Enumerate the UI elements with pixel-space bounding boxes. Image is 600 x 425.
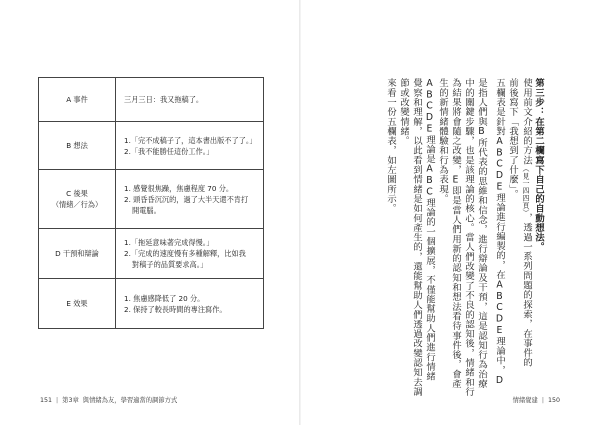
paragraph-line: 來看一份五欄表，如左圖所示。 (385, 78, 396, 214)
row-label: B 想法 (39, 122, 116, 170)
row-content: 三月三日：我又拖稿了。 (116, 78, 264, 122)
paragraph-line: 中的關鍵步驟，也是該理論的核心。當人們改變了不良的認知後，情緒和行 (463, 78, 474, 397)
right-page-footer: 情緒覺建 | 150 (512, 397, 560, 404)
table-row (39, 170, 264, 229)
book-title: 情緒覺建 (512, 397, 538, 404)
paragraph-line: 覺察和理解，以此看到情緒是如何產生的，還能幫助人們透過改變認知去調 (411, 78, 422, 397)
paragraph-line: 生的新情緒體驗和行為表現。 (437, 78, 448, 204)
row-label: C 後果 （情緒／行為） (39, 170, 116, 229)
paragraph-line: 節或改變情緒。 (398, 78, 409, 146)
row-content: 1.「完不成稿子了，這本書出版不了了。」 2.「我不能勝任這份工作。」 (116, 122, 264, 170)
table-row (39, 122, 264, 170)
paragraph-line: 五欄表是針對ABCDE理論進行編製的，在ABCDE理論中，D (494, 78, 505, 387)
chapter-title: 與情緒為友，學習適當的調節方式 (82, 397, 178, 404)
paragraph-line: 使用前文介紹的方法（見一四四頁），透過一系列問題的探索，在事件的 (521, 78, 532, 368)
paragraph-line: 前後寫下「我想到了什麼」。 (507, 78, 518, 199)
row-content: 1.「拖延意味著完成得慢。」 2.「完成的速度慢有多種解釋，比如我 對稿子的品質要求高。」 (116, 229, 264, 279)
paragraph-line: 為結果將會隨之改變，E即是當人們用新的認知和想法看待事件後，會產 (450, 78, 461, 389)
table-row (39, 279, 264, 329)
row-label: E 效果 (39, 279, 116, 329)
five-column-table (38, 77, 264, 329)
page-number: 150 (547, 397, 560, 404)
row-content: 1. 焦慮感降低了 20 分。 2. 保持了較長時間的專注寫作。 (116, 279, 264, 329)
paragraph-line: ABCDE理論是ABC理論的一個擴展，不僅能幫助人們進行情緒 (424, 78, 435, 382)
table-row (39, 78, 264, 122)
page-number: 151 (40, 397, 53, 404)
step-heading: 第三步：在第二欄寫下自己的自動想法。 (533, 78, 544, 252)
row-label: D 干預和辯論 (39, 229, 116, 279)
left-page-footer: 151 | 第3章 與情緒為友，學習適當的調節方式 (40, 397, 178, 404)
book-gutter (299, 0, 301, 425)
table-row (39, 229, 264, 279)
row-label: A 事件 (39, 78, 116, 122)
paragraph-line: 是指人們與B所代表的思維和信念，進行辯論及干預，這是認知行為治療 (476, 78, 487, 389)
row-content: 1. 感覺很焦躁，焦慮程度 70 分。 2. 頭昏昏沉沉的，過了大半天還不肯打 開電腦。 (116, 170, 264, 229)
chapter-label: 第3章 (62, 397, 79, 404)
